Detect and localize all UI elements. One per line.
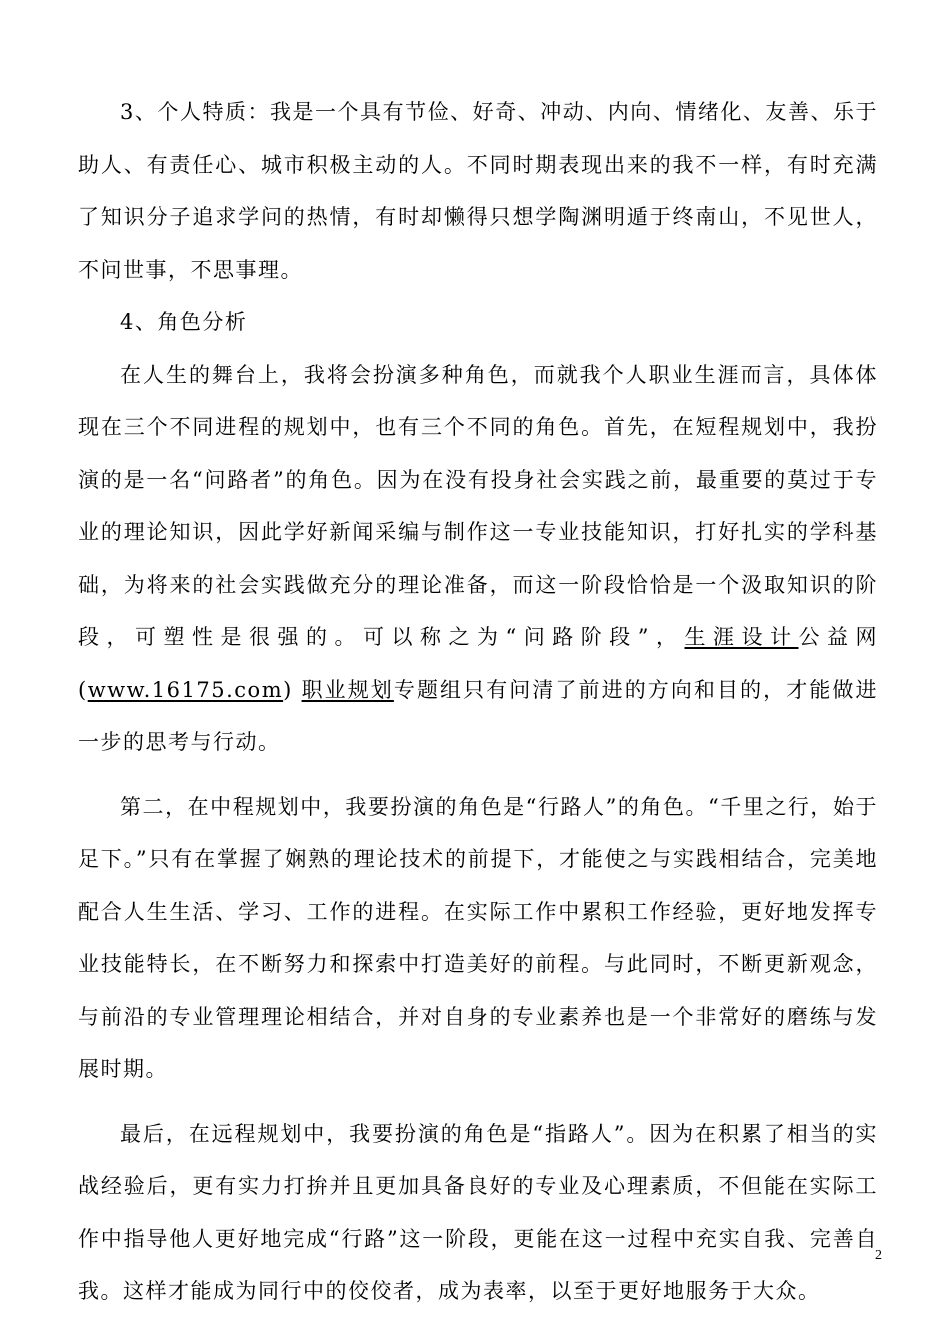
paragraph-text: 公益网 ( xyxy=(78,625,879,702)
link-career-planning[interactable]: 职业规划 xyxy=(301,677,394,702)
document-page xyxy=(78,86,878,1318)
section-heading-role-analysis: 4、角色分析 xyxy=(120,310,248,334)
paragraph-text: 在人生的舞台上，我将会扮演多种角色，而就我个人职业生涯而言，具体体现在三个不同进程的规划中，也有三个不同的角色。首先，在短程规划中，我扮演的是一名“问路者”的角色。因为在没有投身社会实践之前，最重要的莫过于专业的理论知识，因此学好新闻采编与制作这一专业技能知识，打好扎实的学科基础，为将来的社会实践做充分的理论准备，而这一阶段恰恰是一个汲取知识的阶段，可塑性是很强的。可以称之为“问路阶段”， xyxy=(78,362,878,649)
paragraph-personal-traits: 3、个人特质：我是一个具有节俭、好奇、冲动、内向、情绪化、友善、乐于助人、有责任心、城市积极主动的人。不同时期表现出来的我不一样，有时充满了知识分子追求学问的热情，有时却懒得只想学陶渊明遁于终南山，不见世人，不问世事，不思事理。 xyxy=(78,100,878,282)
paragraph-role-long-term: 最后，在远程规划中，我要扮演的角色是“指路人”。因为在积累了相当的实战经验后，更有实力打拚并且更加具备良好的专业及心理素质，不但能在实际工作中指导他人更好地完成“行路”这一阶段，更能在这一过程中充实自我、完善自我。这样才能成为同行中的佼佼者，成为表率，以至于更好地服务于大众。 xyxy=(78,1121,878,1303)
paragraph-text: 专题组只有问清了前进的方向和目的，才能做进一步的思考与行动。 xyxy=(78,677,879,754)
paragraph-text: ) xyxy=(283,677,302,702)
link-career-design[interactable]: 生涯设计 xyxy=(684,625,799,649)
paragraph-role-mid-term: 第二，在中程规划中，我要扮演的角色是“行路人”的角色。“千里之行，始于足下。”只有在掌握了娴熟的理论技术的前提下，才能使之与实践相结合，完美地配合人生生活、学习、工作的进程。在实际工作中累积工作经验，更好地发挥专业技能特长，在不断努力和探索中打造美好的前程。与此同时，不断更新观念，与前沿的专业管理理论相结合，并对自身的专业素养也是一个非常好的磨练与发展时期。 xyxy=(78,794,878,1081)
page-number: 2 xyxy=(875,1248,882,1263)
link-website[interactable]: www.16175.com xyxy=(87,677,284,702)
paragraph-role-short-term xyxy=(78,349,878,769)
